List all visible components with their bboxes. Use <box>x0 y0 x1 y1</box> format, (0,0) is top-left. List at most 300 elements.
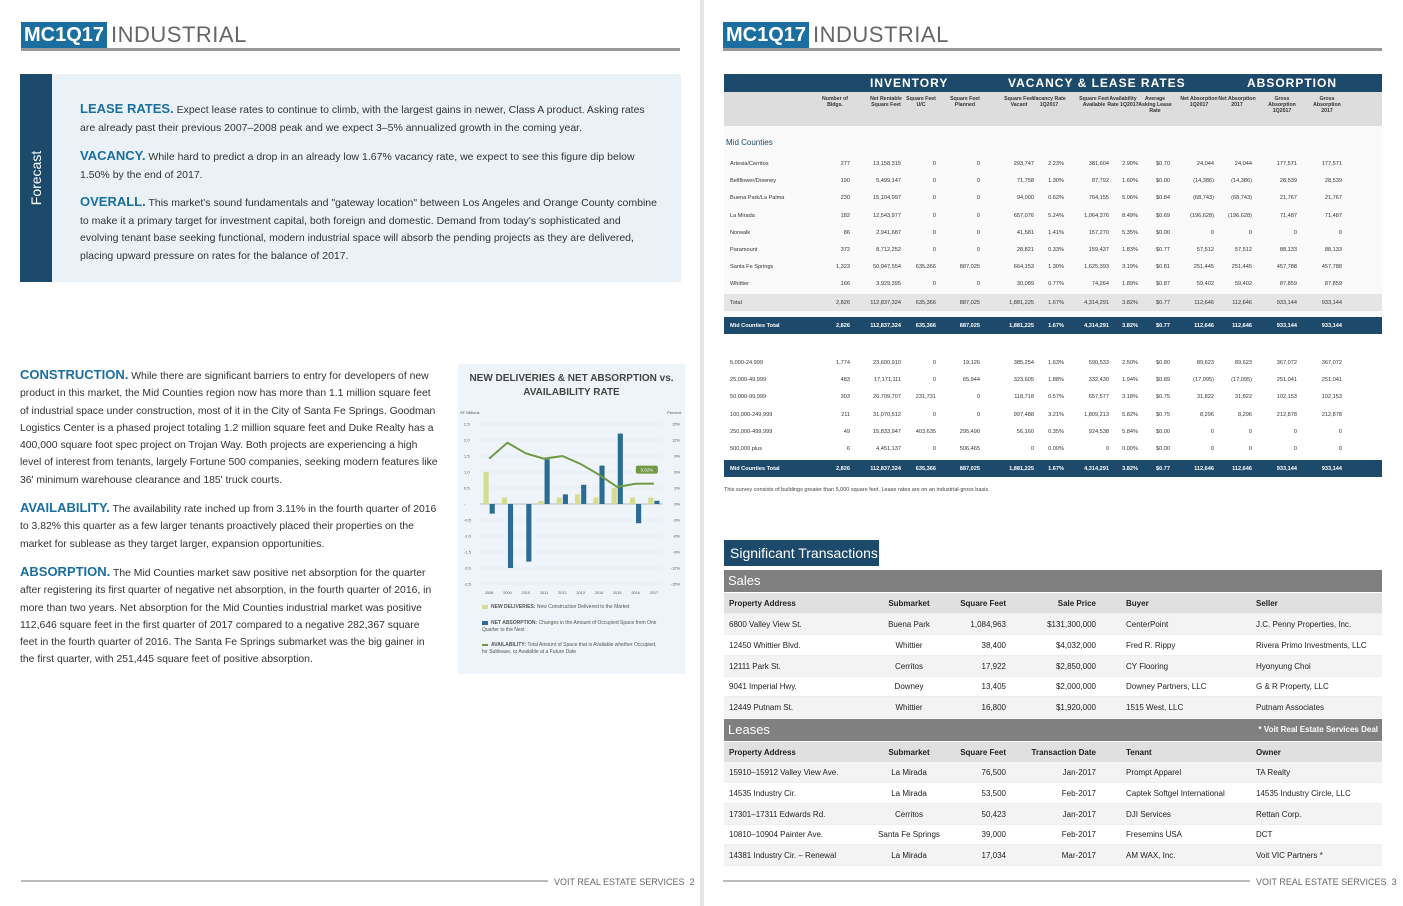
transaction-cell: Downey Partners, LLC <box>1126 682 1207 692</box>
table-cell: 1.67% <box>1048 300 1064 306</box>
table-cell: 2.50% <box>1122 360 1138 366</box>
table-cell: 933,144 <box>1321 300 1342 306</box>
table-cell: 0 <box>1210 446 1214 452</box>
table-cell: 3.82% <box>1122 300 1138 306</box>
table-cell: 372 <box>840 247 850 253</box>
new-deliveries-bar <box>630 498 635 504</box>
table-cell: 0.00% <box>1122 446 1138 452</box>
y-tick-left: -2.5 <box>464 581 471 587</box>
table-cell: 0 <box>1293 428 1297 435</box>
transaction-cell: 15910–15912 Valley View Ave. <box>729 768 839 777</box>
transaction-cell: DJI Services <box>1126 809 1171 819</box>
x-tick-label: 2008 <box>484 591 494 595</box>
table-cell: 157,270 <box>1088 229 1109 236</box>
transaction-cell: Hyonyung Choi <box>1256 661 1311 671</box>
table-cell: 112,646 <box>1232 466 1252 472</box>
table-cell: (14,386) <box>1193 178 1214 185</box>
table-cell: 112,837,324 <box>870 466 901 472</box>
report-title: INDUSTRIAL <box>111 22 247 47</box>
y-tick-left: 0.5 <box>464 485 470 491</box>
table-cell: (68,743) <box>1193 195 1214 202</box>
table-cell: 102,153 <box>1276 394 1297 401</box>
table-row <box>724 155 1382 172</box>
new-deliveries-bar <box>557 498 562 504</box>
x-tick-label: 2016 <box>631 591 640 595</box>
table-cell: 1.83% <box>1122 247 1138 253</box>
table-cell: 385,254 <box>1013 360 1034 366</box>
table-cell: 3.82% <box>1122 323 1138 329</box>
table-cell: $0.87 <box>1156 281 1170 288</box>
table-cell: (14,386) <box>1231 178 1252 185</box>
table-cell: 1.60% <box>1122 178 1138 185</box>
table-cell: 933,144 <box>1276 466 1297 472</box>
transaction-cell: Seller <box>1256 599 1278 608</box>
table-cell: 1,625,393 <box>1084 264 1109 271</box>
table-cell: (196,628) <box>1190 212 1214 219</box>
table-cell: 74,264 <box>1091 281 1109 288</box>
table-cell: 1.67% <box>1048 323 1064 329</box>
table-cell: 0 <box>932 178 936 185</box>
transaction-cell: 38,400 <box>981 640 1006 650</box>
footer-rule <box>723 880 1250 882</box>
table-cell: 100,000-249,999 <box>730 411 773 418</box>
y-tick-right: 9% <box>674 453 680 459</box>
table-cell: 295,490 <box>959 428 980 435</box>
table-row <box>724 440 1382 457</box>
column-header: Square Feet Vacant <box>1004 96 1034 109</box>
table-cell: 0 <box>1338 428 1342 435</box>
table-cell: 112,837,324 <box>870 300 901 306</box>
transaction-cell: CenterPoint <box>1126 620 1169 629</box>
transaction-cell: J.C. Penny Properties, Inc. <box>1256 620 1352 629</box>
table-cell: 0 <box>932 411 936 418</box>
table-cell: $0.69 <box>1156 212 1170 219</box>
table-cell: 0 <box>932 229 936 236</box>
y-tick-left: 2.5 <box>464 421 470 427</box>
transaction-row <box>724 697 1382 718</box>
y-tick-right: -6% <box>672 533 680 539</box>
x-tick-label: 2012 <box>558 591 567 595</box>
table-cell: 21,767 <box>1279 195 1297 202</box>
table-cell: 0 <box>976 394 980 401</box>
footer: VOIT REAL ESTATE SERVICES 3 <box>1256 877 1397 887</box>
availability-line <box>489 443 654 487</box>
transaction-cell: Jan-2017 <box>1062 809 1096 819</box>
table-cell: 8,296 <box>1200 411 1214 418</box>
transaction-cell: 76,500 <box>981 768 1006 777</box>
new-deliveries-bar <box>593 498 598 504</box>
table-cell: 381,604 <box>1088 161 1109 167</box>
net-absorption-bar <box>618 434 623 504</box>
table-cell: 5.84% <box>1122 428 1138 435</box>
table-cell: 0 <box>932 195 936 202</box>
table-row <box>724 317 1382 334</box>
y-axis-left-label: SF Millions <box>460 410 480 415</box>
transaction-cell: $2,850,000 <box>1055 661 1096 671</box>
table-cell: 71,487 <box>1324 212 1342 219</box>
table-cell: 277 <box>840 161 850 167</box>
table-cell: $0.77 <box>1156 466 1170 472</box>
table-cell: 102,153 <box>1321 394 1342 401</box>
transaction-cell: Cerritos <box>894 661 923 671</box>
table-cell: Paramount <box>730 247 758 253</box>
table-cell: 0 <box>1248 428 1252 435</box>
table-cell: 5,000-24,999 <box>730 360 763 366</box>
table-cell: Artesia/Cerritos <box>730 161 769 167</box>
table-cell: 2.90% <box>1122 161 1138 167</box>
table-cell: 56,160 <box>1016 428 1034 435</box>
y-tick-right: 0% <box>674 501 680 507</box>
transaction-cell: $1,920,000 <box>1055 703 1096 713</box>
transaction-cell: 9041 Imperial Hwy. <box>729 682 797 692</box>
table-cell: 2.23% <box>1048 161 1064 167</box>
transaction-cell: Fresemins USA <box>1126 830 1183 840</box>
table-cell: 182 <box>840 212 850 219</box>
header-rule <box>723 48 1382 51</box>
table-cell: 2,941,687 <box>876 229 901 236</box>
table-cell: 31,822 <box>1196 394 1214 401</box>
table-cell: Santa Fe Springs <box>730 264 774 271</box>
table-cell: 0 <box>976 212 980 219</box>
table-cell: 0 <box>932 446 936 452</box>
forecast-overall: OVERALL. This market's sound fundamentals and "gateway location" between Los Angeles and Orange County combine to make it a primary target for investment capital, both foreign and domestic. Demand from today's sophisticated and evolving tenant base seeking functional, modern industrial space will absorb the pending projects as they are delivered, placing upward pressure on rates for the balance of 2017. <box>80 194 657 262</box>
forecast-box <box>20 74 681 282</box>
transaction-cell: CY Flooring <box>1126 661 1169 671</box>
table-cell: 590,533 <box>1088 360 1109 366</box>
table-cell: 0.35% <box>1048 428 1064 435</box>
table-cell: 457,788 <box>1321 264 1342 271</box>
table-cell: 635,366 <box>915 264 936 271</box>
voit-deal-note: * Voit Real Estate Services Deal <box>1258 725 1378 734</box>
transaction-cell: Downey <box>894 682 924 692</box>
column-header: Availability Rate 1Q2017 <box>1107 96 1139 109</box>
table-cell: 3.19% <box>1122 264 1138 271</box>
transaction-cell: Square Feet <box>960 748 1006 757</box>
y-tick-right: -15% <box>670 581 680 587</box>
y-tick-left: -2.0 <box>464 565 471 571</box>
table-cell: 1,774 <box>836 360 850 366</box>
x-tick-label: 2013 <box>576 591 585 595</box>
table-cell: 20,709,707 <box>873 394 901 401</box>
net-absorption-bar <box>508 504 513 568</box>
transaction-cell: Captek Softgel International <box>1126 788 1225 798</box>
table-cell: 17,171,111 <box>873 377 901 384</box>
table-cell: 0 <box>1338 446 1342 452</box>
y-tick-right: 12% <box>671 437 680 443</box>
table-cell: 367,072 <box>1276 360 1297 366</box>
net-absorption-bar <box>563 494 568 504</box>
transaction-row <box>724 824 1382 845</box>
transaction-row <box>724 656 1382 677</box>
table-cell: 251,445 <box>1231 264 1252 271</box>
table-cell: 0 <box>1338 229 1342 236</box>
report-code: MC1Q17 <box>21 22 107 48</box>
table-cell: 5.35% <box>1122 229 1138 236</box>
table-cell: 0 <box>1210 428 1214 435</box>
net-absorption-bar <box>599 466 604 504</box>
table-cell: 50,947,554 <box>873 264 901 271</box>
transaction-cell: 16,800 <box>981 703 1006 713</box>
transaction-row <box>724 676 1382 697</box>
table-row <box>724 207 1382 224</box>
table-cell: 177,571 <box>1276 161 1297 167</box>
table-cell: 112,646 <box>1232 300 1252 306</box>
table-cell: 403,635 <box>915 428 936 435</box>
table-cell: $0.84 <box>1156 195 1170 202</box>
column-header: Net Rentable Square Feet <box>870 96 902 109</box>
table-row <box>724 172 1382 189</box>
x-tick-label: 2009 <box>503 591 512 595</box>
transaction-cell: $2,000,000 <box>1055 682 1096 692</box>
table-cell: 0.62% <box>1048 195 1064 202</box>
table-cell: 87,859 <box>1279 281 1297 288</box>
transaction-row <box>724 762 1382 783</box>
y-tick-left: -1.5 <box>464 549 471 555</box>
transaction-cell: 6800 Valley View St. <box>729 620 802 629</box>
table-cell: 0 <box>932 281 936 288</box>
table-cell: 112,646 <box>1194 466 1214 472</box>
table-cell: 8.49% <box>1122 212 1138 219</box>
transaction-cell: La Mirada <box>891 768 927 777</box>
table-cell: 2,826 <box>836 323 850 329</box>
transaction-row <box>724 614 1382 635</box>
table-cell: 49 <box>843 428 850 435</box>
transaction-cell: TA Realty <box>1256 768 1291 777</box>
transaction-row <box>724 742 1382 763</box>
column-header: Square Feet Available <box>1079 96 1109 109</box>
table-cell: 1,809,213 <box>1084 411 1109 418</box>
column-header: Gross Absorption 2017 <box>1313 96 1341 115</box>
transaction-cell: Jan-2017 <box>1062 768 1096 777</box>
transaction-cell: Voit VIC Partners * <box>1256 851 1323 861</box>
table-cell: 457,788 <box>1276 264 1297 271</box>
table-cell: 0 <box>976 195 980 202</box>
new-deliveries-bar <box>612 488 617 504</box>
table-cell: 664,153 <box>1013 264 1034 271</box>
table-row <box>724 371 1382 388</box>
transaction-cell: 50,423 <box>981 809 1006 819</box>
table-cell: $0.77 <box>1156 247 1170 253</box>
table-cell: 23,600,910 <box>873 360 901 366</box>
page-right <box>704 0 1403 906</box>
legend-deliveries: NEW DELIVERIES: New Construction Delivered to the Market <box>482 604 662 611</box>
table-row <box>724 460 1382 477</box>
transaction-row <box>724 635 1382 656</box>
new-deliveries-bar <box>648 498 653 504</box>
table-cell: 13,158,315 <box>873 161 901 167</box>
net-absorption-bar <box>526 504 531 562</box>
table-cell: 0 <box>1293 446 1297 452</box>
x-tick-label: 2010 <box>521 591 530 595</box>
table-cell: 5,499,147 <box>876 178 901 185</box>
table-cell: 933,144 <box>1321 323 1342 329</box>
transaction-cell: $131,300,000 <box>1047 620 1096 629</box>
table-cell: 0 <box>1248 446 1252 452</box>
table-cell: (196,628) <box>1228 212 1252 219</box>
table-group-header <box>724 74 1382 92</box>
net-absorption-bar <box>490 504 495 514</box>
table-cell: 1.30% <box>1048 264 1064 271</box>
forecast-tab: Forecast <box>20 74 52 282</box>
table-cell: 251,445 <box>1193 264 1214 271</box>
column-header: Vacancy Rate 1Q2017 <box>1032 96 1066 109</box>
table-cell: 211 <box>841 411 850 418</box>
table-cell: 323,605 <box>1013 377 1034 384</box>
table-cell: 0 <box>976 161 980 167</box>
group-inventory: INVENTORY <box>870 76 949 90</box>
table-cell: La Mirada <box>730 212 755 219</box>
table-cell: 887,025 <box>959 466 980 472</box>
y-tick-left: -1.0 <box>464 533 471 539</box>
table-cell: 332,430 <box>1088 377 1109 384</box>
availability-callout-text: 3.82% <box>640 467 654 473</box>
table-cell: 94,000 <box>1016 195 1034 202</box>
table-cell: Mid Counties Total <box>730 466 780 472</box>
table-cell: 4,451,137 <box>876 446 901 452</box>
table-cell: 887,025 <box>959 300 980 306</box>
new-deliveries-bar <box>502 498 507 504</box>
chart-title: NEW DELIVERIES & NET ABSORPTION vs. AVAILABILITY RATE <box>469 373 674 398</box>
table-cell: 1.30% <box>1048 178 1064 185</box>
table-cell: 8,712,252 <box>876 247 901 253</box>
column-header: Average Asking Lease Rate <box>1138 96 1172 115</box>
table-row <box>724 354 1382 371</box>
footer-rule <box>21 880 548 882</box>
table-cell: 6 <box>846 446 850 452</box>
transaction-cell: 14535 Industry Cir. <box>729 788 797 798</box>
footer: VOIT REAL ESTATE SERVICES 2 <box>554 877 695 887</box>
table-cell: 4,314,291 <box>1084 323 1109 329</box>
transaction-cell: Santa Fe Springs <box>878 830 940 840</box>
table-cell: 190 <box>840 178 850 185</box>
table-cell: 87,859 <box>1324 281 1342 288</box>
table-cell: $0.75 <box>1156 411 1170 418</box>
table-cell: 483 <box>840 377 850 384</box>
table-cell: 924,538 <box>1088 428 1109 435</box>
table-cell: 635,366 <box>915 323 936 329</box>
y-axis-right-label: Percent <box>667 410 681 415</box>
table-cell: 87,792 <box>1091 178 1109 185</box>
table-cell: 0 <box>1248 229 1252 236</box>
table-cell: $0.80 <box>1156 360 1170 366</box>
table-cell: 293,747 <box>1013 161 1034 167</box>
table-cell: 28,539 <box>1324 178 1342 185</box>
table-cell: 1.94% <box>1122 377 1138 384</box>
new-deliveries-bar <box>538 501 543 504</box>
table-cell: 0 <box>932 377 936 384</box>
table-cell: 112,646 <box>1194 323 1214 329</box>
table-cell: 0 <box>1105 446 1109 452</box>
page-header <box>21 22 247 48</box>
transaction-cell: 12449 Putnam St. <box>729 703 794 713</box>
transaction-cell: 17,034 <box>981 851 1006 861</box>
table-cell: $0.77 <box>1156 323 1170 329</box>
group-vacancy: VACANCY & LEASE RATES <box>1008 76 1186 90</box>
transaction-cell: DCT <box>1256 830 1273 840</box>
table-cell: 0 <box>1210 229 1214 236</box>
table-cell: 28,539 <box>1279 178 1297 185</box>
table-note: This survey consists of buildings greater than 5,000 square feet. Lease rates are on an industrial-gross basis. <box>724 487 990 493</box>
table-cell: 1.88% <box>1048 377 1064 384</box>
transaction-cell: AM WAX, Inc. <box>1126 851 1176 861</box>
net-absorption-bar <box>581 485 586 504</box>
table-cell: (68,743) <box>1231 195 1252 202</box>
transaction-cell: Submarket <box>888 748 930 757</box>
transaction-cell: Property Address <box>729 599 796 608</box>
table-cell: 28,821 <box>1016 247 1034 253</box>
column-header: Net Absorption 2017 <box>1218 96 1256 109</box>
transaction-cell: La Mirada <box>891 851 927 861</box>
table-cell: 118,718 <box>1014 394 1034 401</box>
transaction-cell: 1515 West, LLC <box>1126 703 1184 713</box>
transaction-cell: Sale Price <box>1057 599 1096 608</box>
table-cell: 764,155 <box>1088 195 1109 202</box>
table-cell: 250,000-499,999 <box>730 428 773 435</box>
table-cell: 86 <box>843 229 850 236</box>
transaction-cell: 17,922 <box>981 661 1006 671</box>
report-title: INDUSTRIAL <box>813 22 949 47</box>
transaction-cell: G & R Property, LLC <box>1256 682 1329 692</box>
sig-title: Significant Transactions <box>724 540 879 566</box>
table-cell: 8,296 <box>1238 411 1252 418</box>
table-cell: 24,044 <box>1196 161 1214 167</box>
absorption-paragraph: ABSORPTION. The Mid Counties market saw positive net absorption for the quarter after registering its first quarter of negative net absorption, in the fourth quarter of 2016, in more than two years. Net absorption for the Mid Counties industrial market was positive 112,646 square feet in the first quarter of 2017 compared to a negative 282,367 square feet in the fourth quarter of 2016. The Santa Fe Springs submarket was the big gainer in the first quarter, with 251,445 square feet of positive absorption. <box>20 564 432 666</box>
table-cell: 0.57% <box>1048 394 1064 401</box>
net-absorption-bar <box>545 459 550 504</box>
table-cell: Norwalk <box>730 229 751 236</box>
table-cell: Bellflower/Downey <box>730 178 777 185</box>
transaction-cell: La Mirada <box>891 788 927 798</box>
net-absorption-bar <box>636 504 641 523</box>
table-cell: 0 <box>976 229 980 236</box>
table-cell: 933,144 <box>1276 300 1297 306</box>
table-cell: 30,089 <box>1016 281 1034 288</box>
table-cell: 1,881,225 <box>1009 466 1034 472</box>
transaction-cell: Owner <box>1256 748 1281 757</box>
header-rule <box>21 48 680 51</box>
column-header: Net Absorption 1Q2017 <box>1180 96 1218 109</box>
section-label: Mid Counties <box>726 138 773 147</box>
table-row <box>724 423 1382 440</box>
table-cell: 212,878 <box>1276 411 1297 418</box>
table-cell: 19,126 <box>962 360 980 366</box>
table-cell: 89,623 <box>1196 360 1214 366</box>
table-cell: $0.81 <box>1156 264 1170 271</box>
table-row <box>724 294 1382 311</box>
y-tick-left: 1.0 <box>464 469 470 475</box>
table-cell: 251,041 <box>1321 377 1342 384</box>
table-cell: (17,095) <box>1193 377 1214 384</box>
table-cell: 635,366 <box>915 466 936 472</box>
transaction-cell: Transaction Date <box>1031 748 1096 757</box>
forecast-vacancy: VACANCY. While hard to predict a drop in an already low 1.67% vacancy rate, we expect to see this figure dip below 1.50% by the end of 2017. <box>80 148 635 181</box>
transaction-cell: 53,500 <box>981 788 1006 798</box>
transaction-cell: 14381 Industry Cir. – Renewal <box>729 851 837 861</box>
table-row <box>724 388 1382 405</box>
net-absorption-bar <box>654 501 659 504</box>
table-cell: $0.00 <box>1156 446 1170 452</box>
table-cell: 0 <box>932 360 936 366</box>
table-cell: 3.18% <box>1122 394 1138 401</box>
table-cell: $0.89 <box>1156 377 1170 384</box>
table-cell: 0.33% <box>1048 247 1064 253</box>
transaction-cell: Fred R. Rippy <box>1126 640 1176 650</box>
table-row <box>724 275 1382 292</box>
table-cell: 3,929,395 <box>876 281 901 288</box>
x-tick-label: 2015 <box>613 591 622 595</box>
table-row <box>724 241 1382 258</box>
new-deliveries-bar <box>575 494 580 504</box>
